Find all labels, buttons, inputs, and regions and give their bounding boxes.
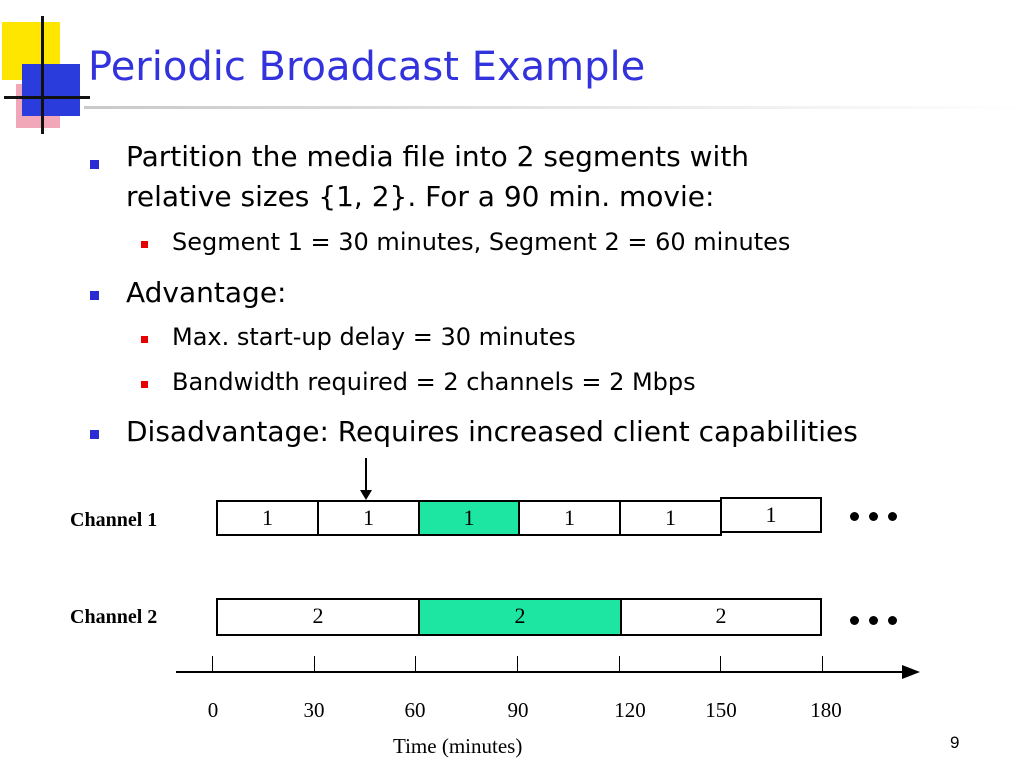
sub-bullet-startup-delay: Max. start-up delay = 30 minutes [172, 323, 576, 351]
sub-bullet-marker [141, 381, 148, 388]
channel-1-segment: 1 [619, 500, 722, 536]
sub-bullet-segment-sizes: Segment 1 = 30 minutes, Segment 2 = 60 minutes [172, 228, 791, 256]
channel-2-segment: 2 [620, 598, 822, 636]
channel-2-label: Channel 2 [70, 606, 158, 628]
axis-tick-label: 0 [207, 698, 219, 722]
bullet-partition-line2: relative sizes {1, 2}. For a 90 min. movie: [126, 180, 715, 213]
title-underline [84, 106, 1024, 109]
axis-tick-label: 30 [303, 698, 325, 722]
axis-tick [619, 656, 620, 672]
axis-tick-label: 120 [614, 698, 646, 722]
axis-title: Time (minutes) [393, 734, 523, 758]
request-arrow-icon [356, 458, 376, 500]
channel-1-segment: 1 [518, 500, 621, 536]
bullet-partition-line1: Partition the media file into 2 segments with [126, 140, 750, 173]
axis-tick-label: 150 [705, 698, 737, 722]
channel-1-segment: 1 [720, 497, 822, 533]
channel-2-segment: 2 [216, 598, 420, 636]
axis-tick [212, 656, 213, 672]
axis-tick-label: 180 [810, 698, 842, 722]
sub-bullet-marker [141, 336, 148, 343]
logo-vertical-line [41, 16, 44, 134]
axis-tick-label: 60 [404, 698, 426, 722]
axis-tick-label: 90 [507, 698, 529, 722]
logo-horizontal-line [4, 96, 90, 99]
bullet-disadvantage: Disadvantage: Requires increased client capabilities [126, 415, 858, 448]
channel-2-segment-highlighted: 2 [418, 598, 622, 636]
bullet-marker [90, 160, 99, 169]
axis-tick [517, 656, 518, 672]
bullet-marker [90, 430, 99, 439]
channel-1-segment: 1 [317, 500, 420, 536]
channel-1-label: Channel 1 [70, 509, 158, 531]
channel-1-segment-highlighted: 1 [418, 500, 520, 536]
axis-tick [314, 656, 315, 672]
bullet-marker [90, 291, 99, 300]
sub-bullet-bandwidth: Bandwidth required = 2 channels = 2 Mbps [172, 368, 696, 396]
axis-tick [720, 656, 721, 672]
time-axis-arrow [176, 660, 920, 684]
bullet-advantage: Advantage: [126, 276, 287, 309]
logo-blue-square [22, 64, 80, 116]
channel-1-segment: 1 [216, 500, 319, 536]
axis-tick [822, 656, 823, 672]
axis-tick [415, 656, 416, 672]
page-number: 9 [950, 733, 960, 752]
slide-title: Periodic Broadcast Example [88, 44, 646, 90]
sub-bullet-marker [141, 241, 148, 248]
